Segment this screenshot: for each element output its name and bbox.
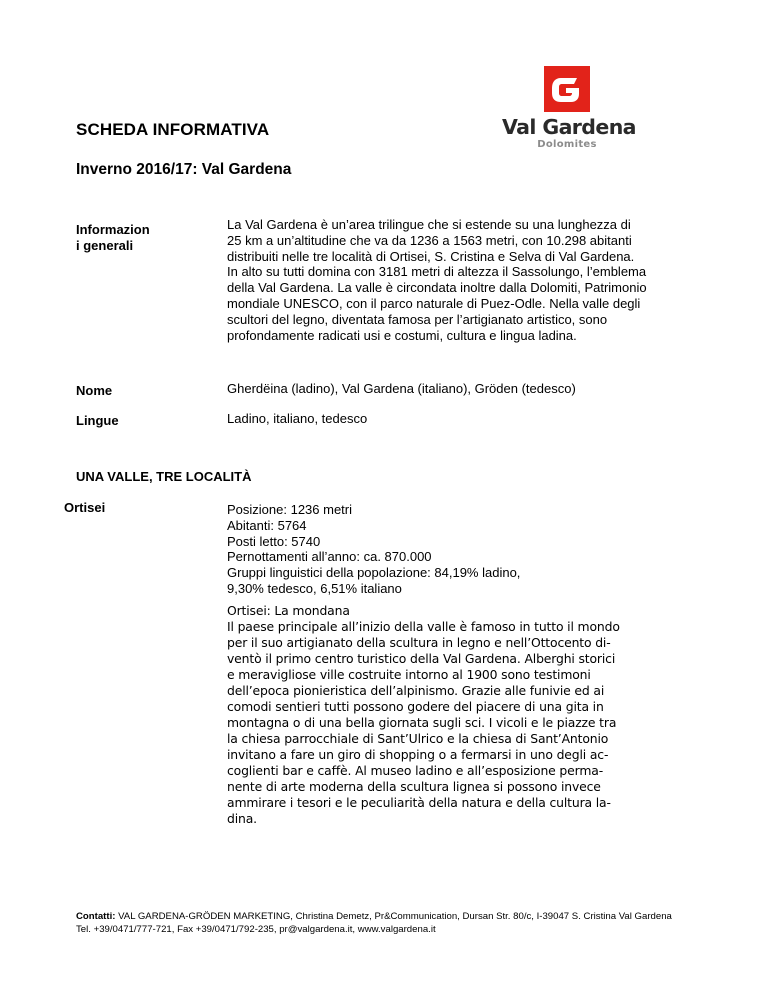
ortisei-description bbox=[227, 603, 677, 827]
general-info-text: La Val Gardena è un’area trilingue che si estende su una lunghezza di 25 km a un’altitudine che va da 1236 a 1563 metri, con 10.298 abitanti distribuiti nelle tre località di Ortisei, S. Cristina e Selva di Val Gardena. In alto su tutti domina con 3181 metri di altezza il Sassolungo, l’emblema della Val Gardena. La valle è circondata inoltre dalla Dolomiti, Patrimonio mondiale UNESCO, con il parco naturale di Puez-Odle. Nella valle degli scultori del legno, diventata famosa per l’artigianato artistico, sono profondamente radicati usi e costumi, cultura e lingua ladina. bbox=[227, 217, 647, 343]
ortisei-label: Ortisei bbox=[64, 500, 106, 515]
stat-beds: Posti letto: 5740 bbox=[227, 533, 321, 549]
footer-contacts bbox=[76, 910, 756, 936]
description-line: coglienti bar e caffè. Al museo ladino e all’esposizione perma- bbox=[227, 763, 604, 778]
logo-name: Val Gardena bbox=[502, 115, 636, 139]
description-line: Il paese principale all’inizio della valle è famoso in tutto il mondo bbox=[227, 619, 620, 634]
ortisei-stats bbox=[227, 502, 647, 597]
languages-label: Lingue bbox=[76, 413, 119, 428]
description-line: dina. bbox=[227, 811, 257, 826]
description-line: montagna o di una bella giornata sugli sci. I vicoli e le piazze tra bbox=[227, 715, 617, 730]
stat-language-groups-cont: 9,30% tedesco, 6,51% italiano bbox=[227, 580, 402, 596]
stat-language-groups: Gruppi linguistici della popolazione: 84,19% ladino, bbox=[227, 565, 521, 581]
description-line: la chiesa parrocchiale di Sant’Ulrico e la chiesa di Sant’Antonio bbox=[227, 731, 609, 746]
languages-value: Ladino, italiano, tedesco bbox=[227, 411, 368, 426]
description-line: invitano a fare un giro di shopping o a fermarsi in uno degli ac- bbox=[227, 747, 609, 762]
description-line: dell’epoca pionieristica dell’alpinismo. Grazie alle funivie ed ai bbox=[227, 683, 605, 698]
general-info-label: Informazion i generali bbox=[76, 222, 150, 253]
description-line: nente di arte moderna della scultura lignea si possono invece bbox=[227, 779, 601, 794]
description-line: comodi sentieri tutti possono godere del piacere di una gita in bbox=[227, 699, 604, 714]
footer-label: Contatti: bbox=[76, 911, 116, 922]
description-heading: Ortisei: La mondana bbox=[227, 603, 350, 618]
description-line: ammirare i tesori e le peculiarità della natura e della cultura la- bbox=[227, 795, 611, 810]
document-title: SCHEDA INFORMATIVA bbox=[76, 120, 270, 139]
name-value: Gherdëina (ladino), Val Gardena (italiano), Gröden (tedesco) bbox=[227, 381, 576, 396]
stat-inhabitants: Abitanti: 5764 bbox=[227, 517, 307, 533]
stat-position: Posizione: 1236 metri bbox=[227, 502, 353, 517]
section-title: UNA VALLE, TRE LOCALITÀ bbox=[76, 469, 252, 484]
logo-subtitle: Dolomites bbox=[537, 139, 597, 150]
val-gardena-logo-mark-icon bbox=[544, 66, 590, 112]
footer-address: VAL GARDENA-GRÖDEN MARKETING, Christina Demetz, Pr&Communication, Dursan Str. 80/c, I-39047 S. Cristina Val Gardena bbox=[115, 911, 672, 922]
stat-overnights: Pernottamenti all’anno: ca. 870.000 bbox=[227, 549, 432, 565]
description-line: e meravigliose ville costruite intorno al 1900 sono testimoni bbox=[227, 667, 591, 682]
footer-line-1 bbox=[76, 910, 756, 923]
description-line: per il suo artigianato della scultura in legno e nell’Ottocento di- bbox=[227, 635, 611, 650]
name-label: Nome bbox=[76, 383, 113, 398]
footer-line-2: Tel. +39/0471/777-721, Fax +39/0471/792-235, pr@valgardena.it, www.valgardena.it bbox=[76, 924, 436, 935]
val-gardena-logo bbox=[502, 66, 636, 152]
document-subtitle: Inverno 2016/17: Val Gardena bbox=[76, 161, 292, 178]
description-line: ventò il primo centro turistico della Val Gardena. Alberghi storici bbox=[227, 651, 616, 666]
